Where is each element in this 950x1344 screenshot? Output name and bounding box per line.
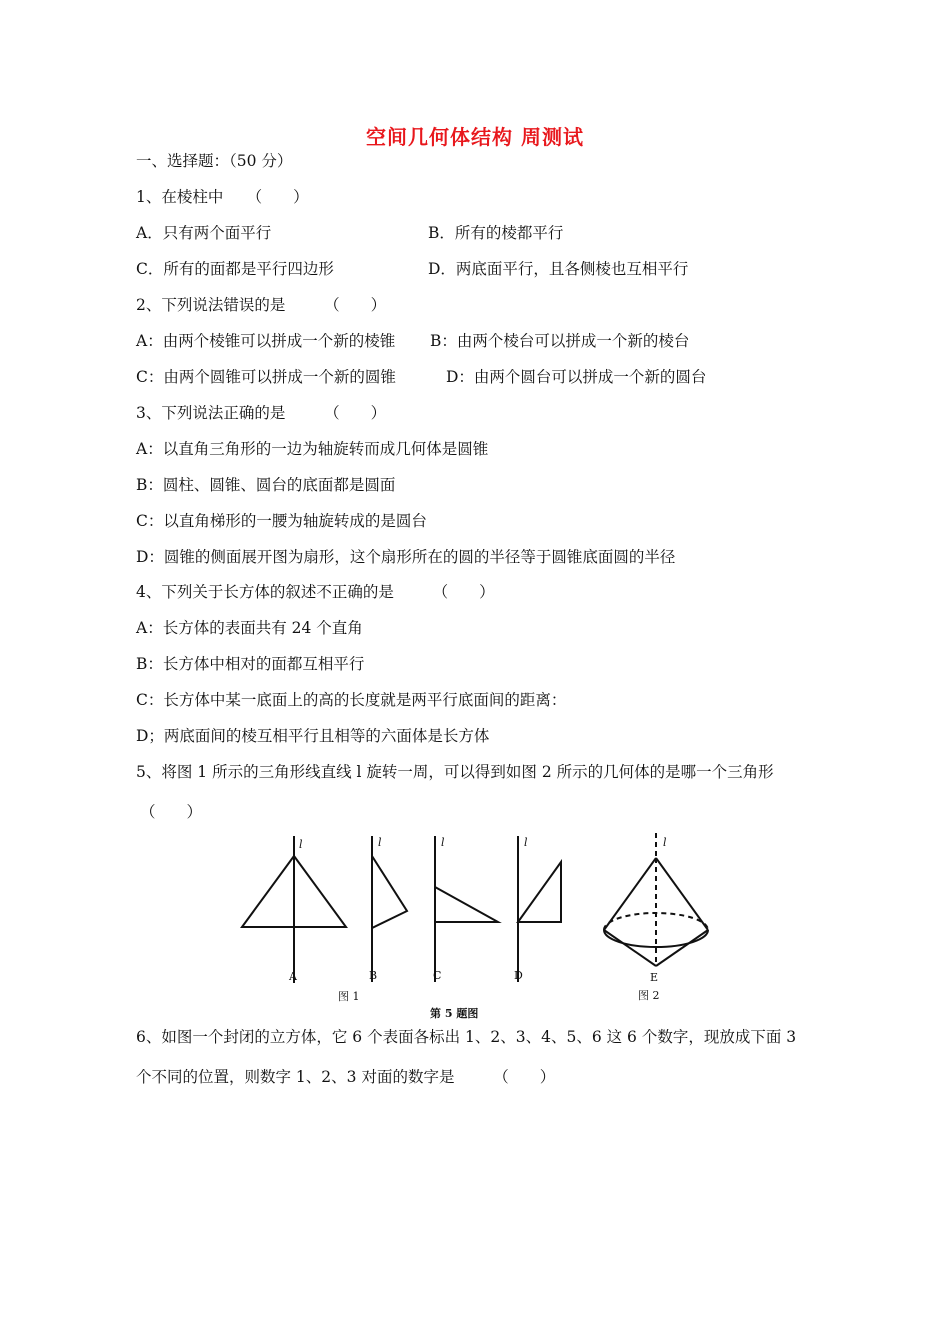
fig1-label: 图 1 bbox=[338, 990, 360, 1003]
q2-stem: 2、下列说法错误的是 （ ） bbox=[136, 296, 387, 314]
q3-stem: 3、下列说法正确的是 （ ） bbox=[136, 404, 387, 422]
q2-option-c: C：由两个圆锥可以拼成一个新的圆锥 bbox=[136, 368, 396, 386]
q4-option-b: B：长方体中相对的面都互相平行 bbox=[136, 655, 365, 673]
triangle-b bbox=[372, 856, 407, 928]
q4-option-a: A：长方体的表面共有 24 个直角 bbox=[136, 619, 363, 637]
q3-option-d: D：圆锥的侧面展开图为扇形，这个扇形所在的圆的半径等于圆锥底面圆的半径 bbox=[136, 548, 676, 566]
fig-label-b: B bbox=[369, 969, 378, 982]
q4-option-d: D；两底面间的棱互相平行且相等的六面体是长方体 bbox=[136, 727, 490, 745]
q5-figure-drawing bbox=[230, 828, 730, 1028]
q2-option-b: B：由两个棱台可以拼成一个新的棱台 bbox=[430, 332, 690, 350]
q6-line2: 个不同的位置，则数字 1、2、3 对面的数字是 （ ） bbox=[136, 1068, 556, 1086]
q1-stem: 1、在棱柱中 （ ） bbox=[136, 188, 309, 206]
fig2-label: 图 2 bbox=[638, 989, 660, 1002]
q4-option-c: C：长方体中某一底面上的高的长度就是两平行底面间的距离： bbox=[136, 691, 567, 709]
fig-label-e: E bbox=[650, 971, 659, 984]
section-heading: 一、选择题：（50 分） bbox=[136, 152, 293, 170]
fig-label-c: C bbox=[433, 969, 442, 982]
cone-right-edge-e bbox=[656, 858, 708, 930]
cone-lower-left-e bbox=[604, 930, 656, 966]
q1-option-d: D．两底面平行，且各侧棱也互相平行 bbox=[428, 260, 689, 278]
q1-option-a: A．只有两个面平行 bbox=[136, 224, 272, 242]
axis-label-d: l bbox=[524, 836, 528, 849]
q6-line1: 6、如图一个封闭的立方体，它 6 个表面各标出 1、2、3、4、5、6 这 6 个数字，现放成下面 3 bbox=[136, 1028, 797, 1046]
axis-label-e: l bbox=[663, 836, 667, 849]
axis-label-b: l bbox=[378, 836, 382, 849]
q3-option-b: B：圆柱、圆锥、圆台的底面都是圆面 bbox=[136, 476, 396, 494]
q1-option-c: C．所有的面都是平行四边形 bbox=[136, 260, 334, 278]
figure-caption: 第 5 题图 bbox=[430, 1007, 479, 1020]
q2-option-d: D：由两个圆台可以拼成一个新的圆台 bbox=[446, 368, 707, 386]
triangle-c bbox=[435, 887, 498, 922]
q2-option-a: A：由两个棱锥可以拼成一个新的棱锥 bbox=[136, 332, 396, 350]
page-title: 空间几何体结构 周测试 bbox=[366, 125, 584, 149]
cone-left-edge-e bbox=[604, 858, 656, 930]
axis-label-a: l bbox=[299, 838, 303, 851]
q5-answer-blank: （ ） bbox=[140, 803, 203, 821]
cone-lower-right-e bbox=[656, 930, 708, 966]
q4-stem: 4、下列关于长方体的叙述不正确的是 （ ） bbox=[136, 583, 495, 601]
fig-label-a: A bbox=[289, 970, 297, 983]
fig-label-d: D bbox=[514, 969, 523, 982]
axis-label-c: l bbox=[441, 836, 445, 849]
triangle-d bbox=[518, 862, 561, 922]
q3-option-c: C：以直角梯形的一腰为轴旋转成的是圆台 bbox=[136, 512, 427, 530]
q5-stem: 5、将图 1 所示的三角形线直线 l 旋转一周，可以得到如图 2 所示的几何体的是哪一个三角形 bbox=[136, 763, 774, 781]
q5-figure bbox=[230, 828, 730, 1028]
q1-option-b: B．所有的棱都平行 bbox=[428, 224, 564, 242]
q3-option-a: A：以直角三角形的一边为轴旋转而成几何体是圆锥 bbox=[136, 440, 489, 458]
